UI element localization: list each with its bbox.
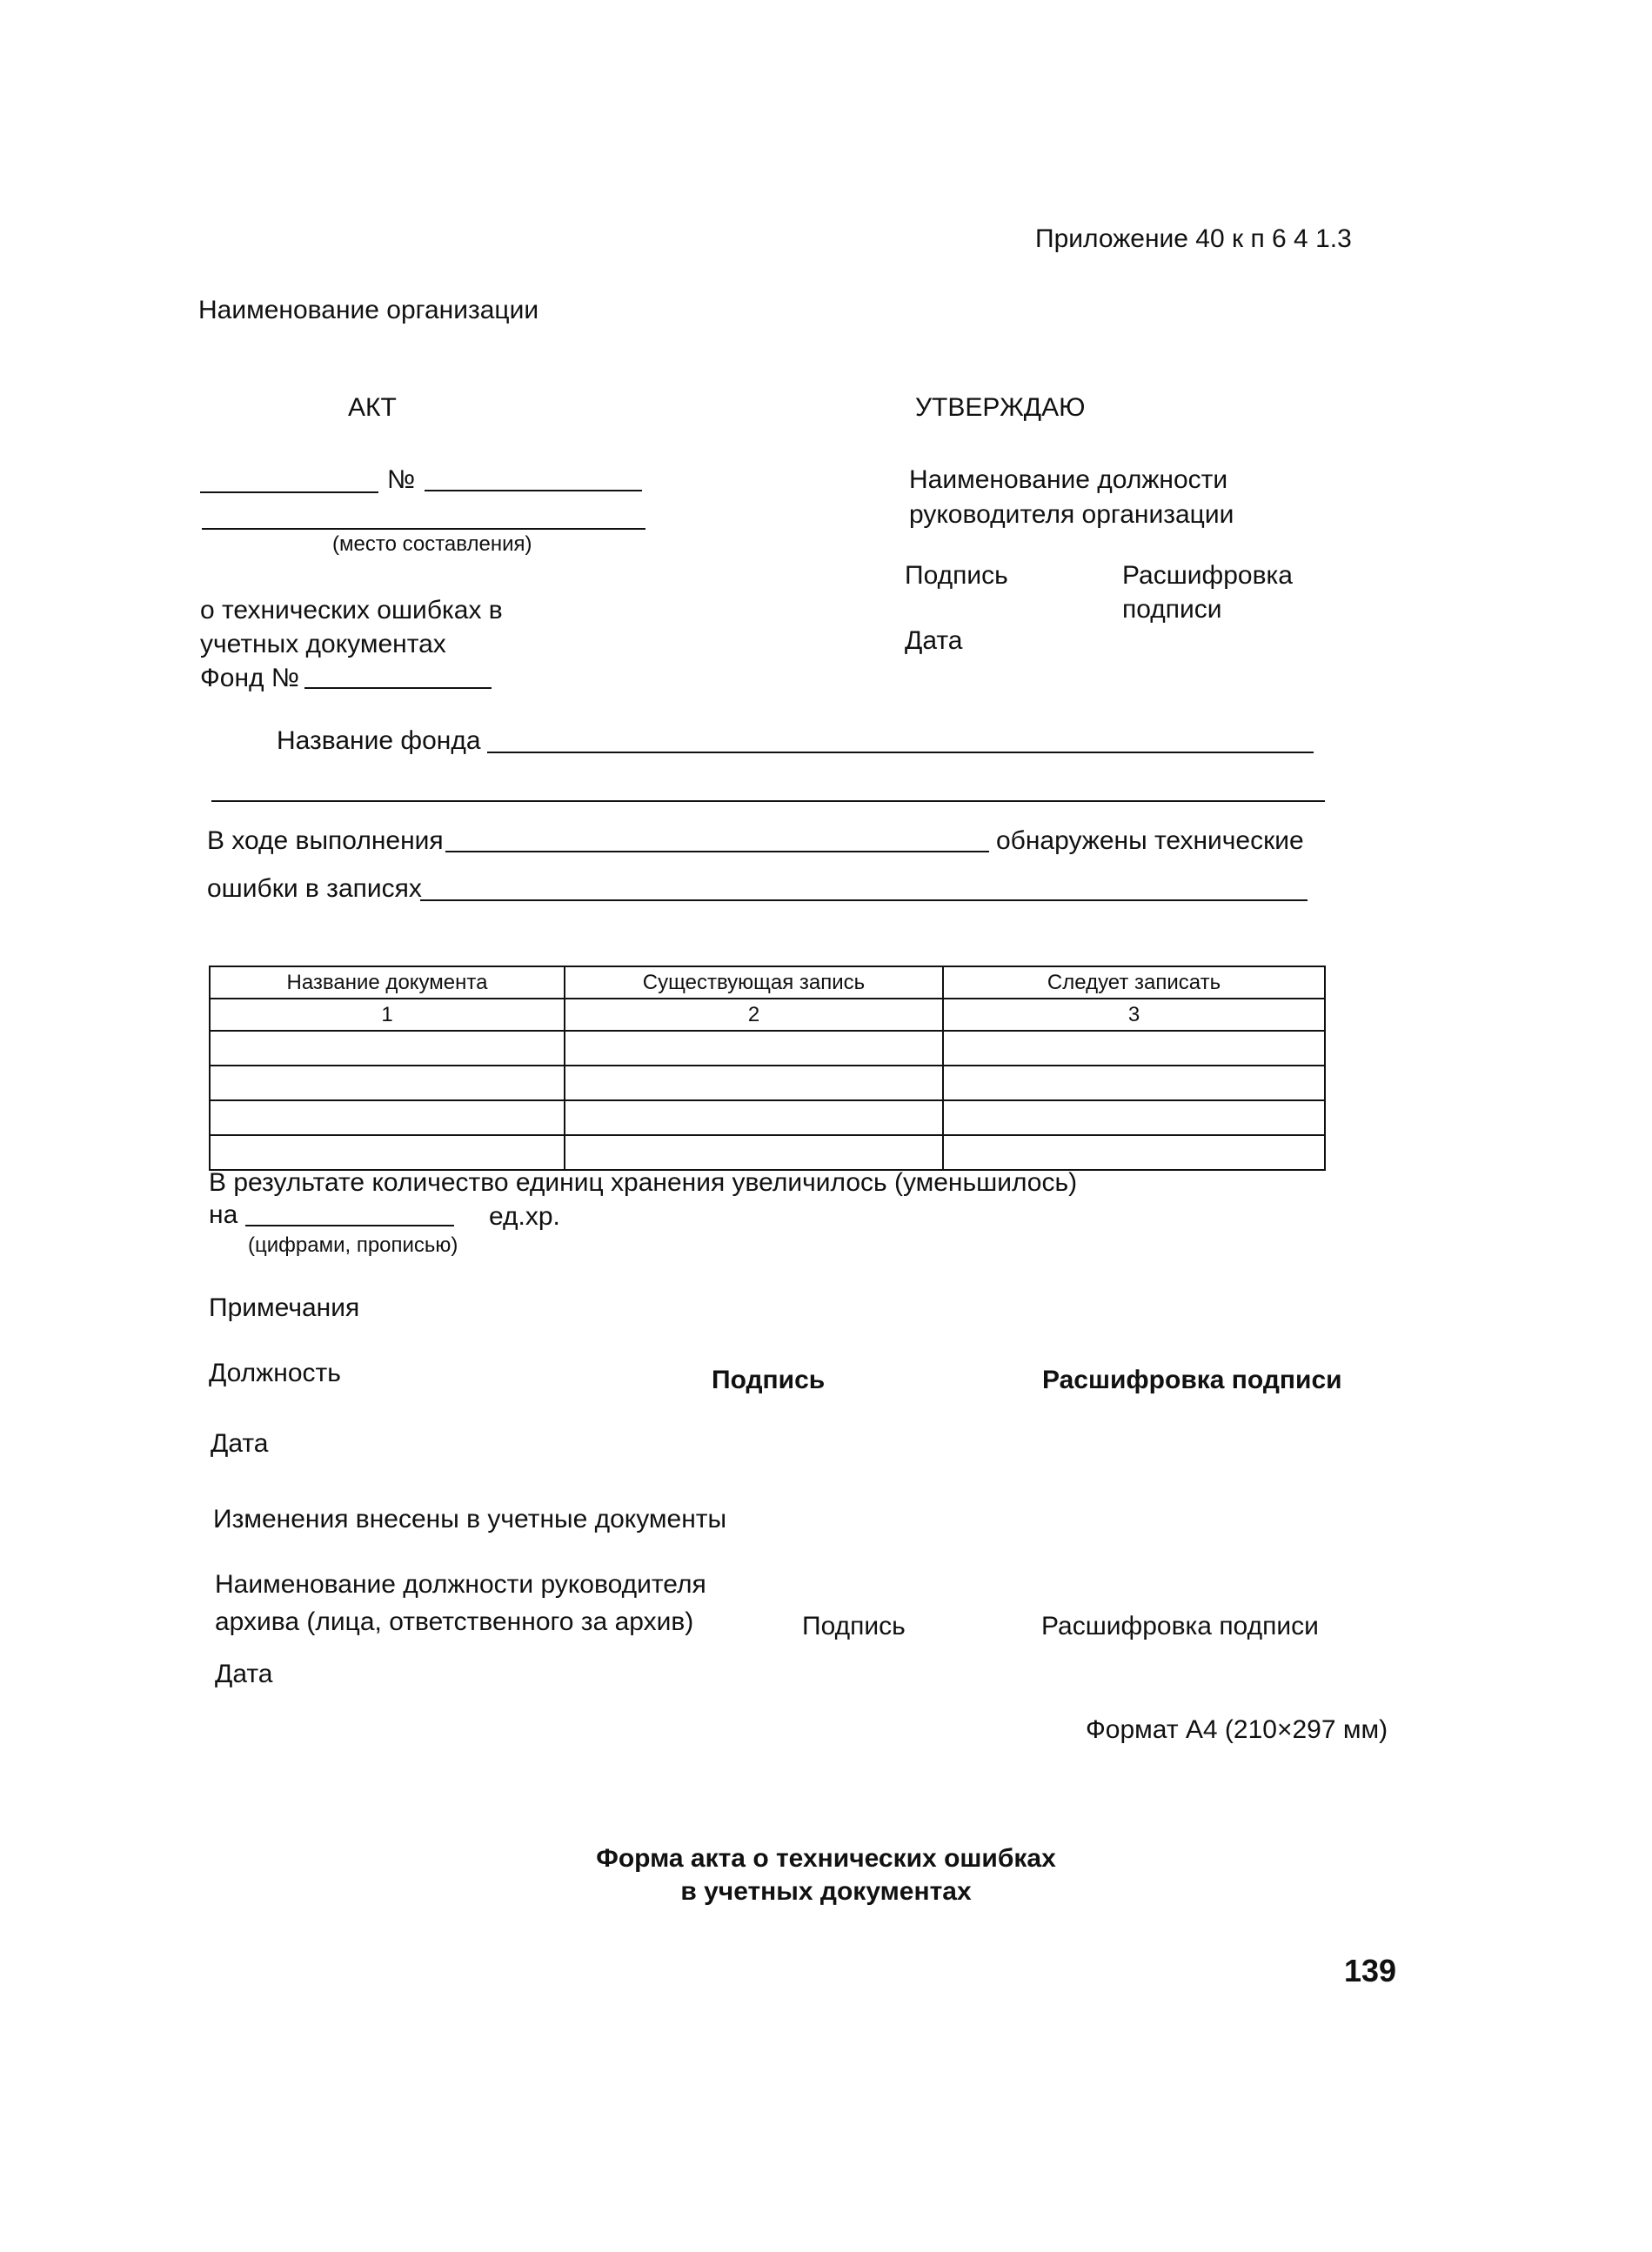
appendix-reference: Приложение 40 к п 6 4 1.3 [1035,224,1352,253]
archive-date-label: Дата [215,1660,273,1688]
act-subject-line2: учетных документах [200,630,446,658]
act-place-line [202,528,645,530]
table-cell [565,1031,943,1066]
table-cell [565,1100,943,1135]
approver-decoding-line1: Расшифровка [1122,561,1293,590]
act-subject-line1: о технических ошибках в [200,596,503,625]
result-units-label: ед.хр. [489,1202,560,1231]
notes-label: Примечания [209,1293,360,1322]
approver-date-label: Дата [905,626,963,655]
fund-number-line [304,687,492,689]
organization-name-label: Наименование организации [198,296,539,324]
table-row [210,1135,1325,1170]
table-column-number: 2 [565,999,943,1031]
table-cell [565,1066,943,1100]
table-cell [943,1100,1325,1135]
format-label: Формат А4 (210×297 мм) [1086,1715,1388,1744]
signature-decoding-label: Расшифровка подписи [1042,1366,1342,1394]
table-cell [943,1031,1325,1066]
table-column-number: 3 [943,999,1325,1031]
table-cell [565,1135,943,1170]
act-number-label: № [387,465,416,494]
date-label: Дата [211,1429,269,1458]
table-cell [943,1135,1325,1170]
table-row [210,1100,1325,1135]
fund-name-continuation-line [211,800,1325,802]
result-on-label: на [209,1200,238,1229]
fund-name-label: Название фонда [277,726,481,755]
table-cell [943,1066,1325,1100]
fund-name-line [487,752,1314,753]
found-label: обнаружены технические [996,826,1304,855]
act-number-line [425,490,642,491]
errors-table [209,966,1326,1171]
archive-signature-label: Подпись [802,1612,906,1641]
table-cell [210,1066,565,1100]
table-cell [210,1100,565,1135]
position-label: Должность [209,1359,341,1387]
during-line [445,851,989,852]
signature-label: Подпись [712,1366,826,1394]
place-caption: (место составления) [332,532,532,556]
table-cell [210,1135,565,1170]
errors-in-records-line [420,899,1308,901]
changes-text: Изменения внесены в учетные документы [213,1505,727,1534]
archive-head-position-line2: архива (лица, ответственного за архив) [215,1607,694,1636]
table-header-existing-record: Существующая запись [565,966,943,999]
result-caption: (цифрами, прописью) [248,1233,458,1257]
approver-decoding-line2: подписи [1122,595,1222,624]
table-header-should-write: Следует записать [943,966,1325,999]
archive-decoding-label: Расшифровка подписи [1041,1612,1319,1641]
archive-head-position-line1: Наименование должности руководителя [215,1570,706,1599]
result-quantity-line [245,1225,454,1226]
table-row [210,1031,1325,1066]
act-date-line [200,491,378,493]
approver-position-line2: руководителя организации [909,500,1234,529]
caption-line1: Форма акта о технических ошибках [596,1844,1056,1873]
table-cell [210,1031,565,1066]
approver-signature-label: Подпись [905,561,1008,590]
during-label: В ходе выполнения [207,826,444,855]
fund-number-label: Фонд № [200,664,300,692]
act-title: АКТ [348,393,397,422]
caption-line2: в учетных документах [680,1877,972,1906]
page-number: 139 [1344,1953,1397,1988]
result-text: В результате количество единиц хранения увеличилось (уменьшилось) [209,1168,1078,1197]
table-row [210,1066,1325,1100]
errors-in-records-label: ошибки в записях [207,874,422,903]
approver-position-line1: Наименование должности [909,465,1228,494]
table-header-document-name: Название документа [210,966,565,999]
table-column-number: 1 [210,999,565,1031]
approval-title: УТВЕРЖДАЮ [915,393,1086,422]
